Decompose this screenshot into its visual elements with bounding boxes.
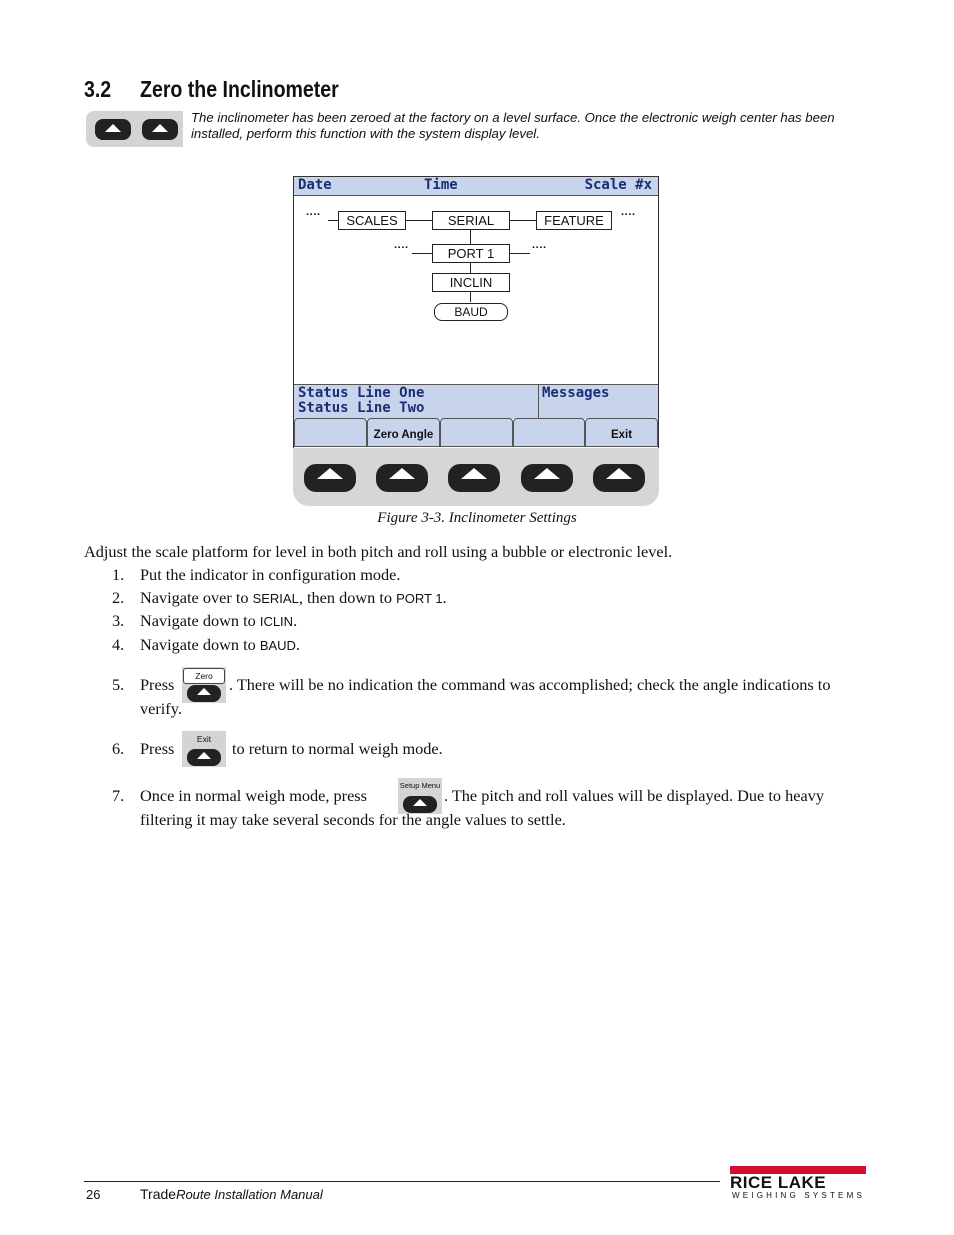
- softkey-button-1-icon[interactable]: [304, 464, 356, 492]
- status-line-two: Status Line Two: [298, 400, 425, 416]
- step-3-post: .: [293, 611, 298, 630]
- step-number: 4.: [112, 635, 125, 654]
- menu-item-feature[interactable]: FEATURE: [536, 211, 612, 230]
- step-2-text: [140, 588, 447, 608]
- status-line-one: Status Line One: [298, 385, 425, 401]
- step-6-post: to return to normal weigh mode.: [232, 739, 443, 758]
- step-7-post2: filtering it may take several seconds for the angle values to settle.: [140, 810, 566, 829]
- indicator-display-figure: [293, 176, 659, 506]
- menu-connector: [470, 230, 471, 244]
- step-number: 3.: [112, 611, 125, 630]
- step-1-text: Put the indicator in configuration mode.: [140, 565, 401, 584]
- softkey-1[interactable]: [294, 418, 367, 447]
- menu-connector: [328, 220, 338, 221]
- menu-connector: [406, 220, 432, 221]
- step-4-key-baud: BAUD: [259, 638, 296, 653]
- submenu-dots-right: ····: [532, 242, 547, 254]
- step-4-post: .: [295, 635, 301, 654]
- step-2-pre: Navigate over to: [140, 588, 253, 607]
- zero-angle-key-label: Zero: [183, 668, 225, 684]
- softkey-button-row: [293, 448, 659, 506]
- top-date-label: Date: [298, 177, 332, 193]
- note-keys-icon: [86, 111, 183, 147]
- menu-connector: [510, 220, 536, 221]
- top-scale-label: Scale #x: [584, 177, 652, 193]
- up-arrow-key-icon: [187, 749, 221, 766]
- softkey-zero-angle[interactable]: Zero Angle: [367, 418, 440, 447]
- menu-dots-left: ····: [306, 209, 321, 221]
- step-4-text: [140, 635, 300, 655]
- setup-menu-key-icon: [398, 778, 442, 814]
- menu-item-serial[interactable]: SERIAL: [432, 211, 510, 230]
- up-arrow-key-icon: [95, 119, 131, 140]
- top-time-label: Time: [424, 177, 458, 193]
- menu-connector: [412, 253, 432, 254]
- menu-item-inclin[interactable]: INCLIN: [432, 273, 510, 292]
- step-number: 1.: [112, 565, 125, 584]
- footer-rule: [84, 1181, 720, 1182]
- step-number: 7.: [112, 786, 125, 805]
- setup-menu-key-label: Setup Menu: [399, 781, 441, 790]
- step-2-key-serial: SERIAL: [252, 591, 299, 606]
- step-number: 2.: [112, 588, 125, 607]
- softkey-button-4-icon[interactable]: [521, 464, 573, 492]
- up-arrow-key-icon: [142, 119, 178, 140]
- step-7-post: . The pitch and roll values will be displayed. Due to heavy: [444, 786, 824, 805]
- messages-label: Messages: [542, 385, 610, 401]
- menu-connector: [470, 263, 471, 273]
- submenu-dots-left: ····: [394, 242, 409, 254]
- step-5-post: . There will be no indication the command was accomplished; check the angle indications to: [229, 675, 831, 694]
- softkey-4[interactable]: [513, 418, 585, 447]
- section-number: 3.2: [84, 76, 112, 102]
- step-5-pre: Press: [140, 675, 175, 694]
- rice-lake-logo: [730, 1166, 868, 1200]
- step-number: 5.: [112, 675, 125, 694]
- status-divider: [538, 384, 539, 418]
- softkey-button-5-icon[interactable]: [593, 464, 645, 492]
- manual-brand: Trade: [140, 1186, 177, 1202]
- step-3-pre: Navigate down to: [140, 611, 260, 630]
- top-status-bar: [294, 177, 658, 196]
- menu-param-baud[interactable]: BAUD: [434, 303, 508, 321]
- manual-title-text: Route Installation Manual: [176, 1187, 323, 1202]
- softkey-3[interactable]: [440, 418, 513, 447]
- softkey-exit[interactable]: Exit: [585, 418, 658, 447]
- step-2-mid: , then down to: [298, 588, 397, 607]
- exit-key-label: Exit: [196, 734, 212, 744]
- step-4-pre: Navigate down to: [140, 635, 260, 654]
- step-6-pre: Press: [140, 739, 175, 758]
- menu-connector: [470, 292, 471, 302]
- softkey-button-2-icon[interactable]: [376, 464, 428, 492]
- note-text: The inclinometer has been zeroed at the factory on a level surface. Once the electronic weigh center has been installed, perform this function with the system display level.: [191, 110, 835, 141]
- step-5-post2: verify.: [140, 699, 182, 718]
- up-arrow-key-icon: [187, 685, 221, 702]
- step-2-post: .: [442, 588, 447, 607]
- exit-key-icon: [182, 731, 226, 767]
- menu-dots-right: ····: [621, 209, 636, 221]
- section-title: Zero the Inclinometer: [140, 76, 339, 102]
- logo-subtitle: WEIGHING SYSTEMS: [732, 1191, 865, 1200]
- figure-caption: Figure 3-3. Inclinometer Settings: [377, 510, 577, 526]
- softkey-button-3-icon[interactable]: [448, 464, 500, 492]
- zero-angle-key-icon: [182, 667, 226, 703]
- step-3-text: [140, 611, 297, 631]
- manual-title: [140, 1186, 323, 1202]
- menu-item-scales[interactable]: SCALES: [338, 211, 406, 230]
- display-screen: [293, 176, 659, 449]
- menu-connector: [510, 253, 530, 254]
- intro-paragraph: Adjust the scale platform for level in both pitch and roll using a bubble or electronic level.: [84, 542, 673, 561]
- menu-item-port-1[interactable]: PORT 1: [432, 244, 510, 263]
- logo-name: RICE LAKE: [730, 1173, 827, 1192]
- step-2-key-port: PORT 1: [396, 591, 443, 606]
- page-number: 26: [86, 1187, 101, 1202]
- step-number: 6.: [112, 739, 125, 758]
- step-7-pre: Once in normal weigh mode, press: [140, 786, 367, 805]
- step-3-key-iclin: ICLIN: [259, 614, 294, 629]
